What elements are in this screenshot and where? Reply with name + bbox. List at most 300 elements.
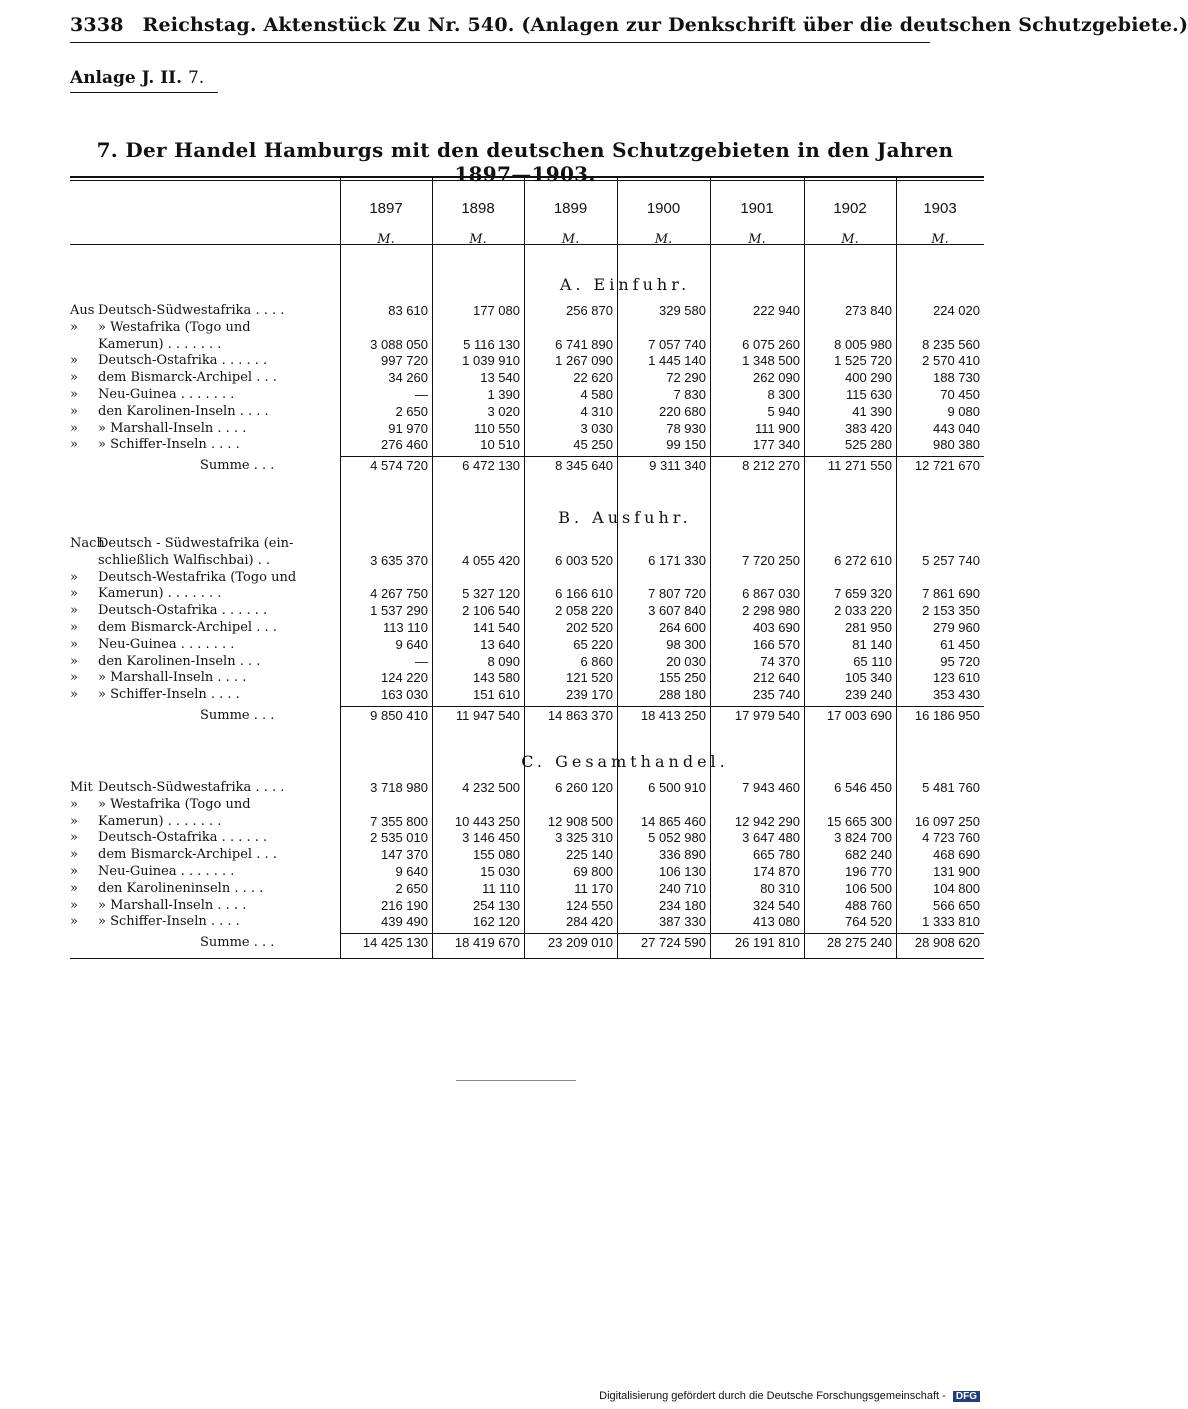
unit-label: M. bbox=[841, 232, 859, 247]
table-cell: 288 180 bbox=[659, 687, 706, 703]
table-cell: 235 740 bbox=[753, 687, 800, 703]
table-cell: 212 640 bbox=[753, 670, 800, 686]
table-cell: 256 870 bbox=[566, 303, 613, 318]
total-label: Summe . . . bbox=[200, 708, 275, 723]
table-cell: 353 430 bbox=[933, 687, 980, 703]
section-heading: C. Gesamthandel. bbox=[521, 752, 729, 771]
row-prefix: » bbox=[70, 864, 78, 879]
row-prefix: » bbox=[70, 897, 78, 913]
table-cell: 16 097 250 bbox=[914, 813, 980, 829]
table-cell: 383 420 bbox=[845, 420, 892, 436]
row-label bbox=[70, 303, 338, 318]
row-prefix: » bbox=[70, 370, 78, 386]
table-cell: 14 865 460 bbox=[640, 813, 706, 829]
row-label bbox=[70, 404, 338, 419]
total-cell: 28 275 240 bbox=[826, 935, 892, 951]
table-cell: 6 867 030 bbox=[742, 586, 800, 602]
row-name: Kamerun) . . . . . . . bbox=[98, 336, 222, 352]
table-cell: 7 807 720 bbox=[648, 586, 706, 602]
table-cell: 682 240 bbox=[845, 847, 892, 863]
table-cell: 124 220 bbox=[381, 670, 428, 686]
row-name: Deutsch-Südwestafrika . . . . bbox=[98, 303, 285, 318]
row-label bbox=[70, 536, 338, 551]
table-cell: 6 500 910 bbox=[648, 780, 706, 795]
table-cell: 83 610 bbox=[388, 303, 428, 318]
year-header-1897: 1897 bbox=[369, 200, 403, 217]
table-cell: 7 943 460 bbox=[742, 780, 800, 795]
row-prefix: » bbox=[70, 437, 78, 453]
table-cell: 2 106 540 bbox=[462, 603, 520, 619]
table-cell: 166 570 bbox=[753, 636, 800, 652]
table-cell: 131 900 bbox=[933, 864, 980, 879]
table-cell: 5 052 980 bbox=[648, 830, 706, 846]
table-cell: 13 640 bbox=[480, 636, 520, 652]
table-cell: 1 039 910 bbox=[462, 353, 520, 369]
table-cell: 69 800 bbox=[573, 864, 613, 879]
table-rule bbox=[70, 958, 984, 959]
table-cell: 4 580 bbox=[580, 387, 613, 402]
row-name: den Karolineninseln . . . . bbox=[98, 880, 264, 896]
total-cell: 9 850 410 bbox=[370, 708, 428, 723]
table-cell: 106 130 bbox=[659, 864, 706, 879]
table-cell: — bbox=[415, 653, 428, 669]
table-cell: 439 490 bbox=[381, 914, 428, 930]
row-label bbox=[70, 670, 338, 685]
total-cell: 8 212 270 bbox=[742, 458, 800, 474]
table-cell: 1 267 090 bbox=[555, 353, 613, 369]
table-cell: 143 580 bbox=[473, 670, 520, 686]
total-label: Summe . . . bbox=[200, 458, 275, 474]
table-cell: 78 930 bbox=[666, 420, 706, 436]
table-cell: 20 030 bbox=[666, 653, 706, 669]
table-cell: 5 327 120 bbox=[462, 586, 520, 602]
row-label bbox=[70, 421, 338, 436]
total-cell: 14 425 130 bbox=[362, 935, 428, 951]
table-cell: 3 718 980 bbox=[370, 780, 428, 795]
row-label bbox=[70, 353, 338, 368]
annex-name: Anlage J. II. bbox=[70, 68, 183, 88]
row-name: Deutsch-Westafrika (Togo und bbox=[98, 569, 297, 585]
table-cell: 336 890 bbox=[659, 847, 706, 863]
row-label bbox=[70, 387, 338, 402]
row-prefix: Nach bbox=[70, 536, 105, 551]
row-label bbox=[70, 797, 338, 812]
table-cell: 273 840 bbox=[845, 303, 892, 318]
section-heading: A. Einfuhr. bbox=[559, 275, 691, 294]
table-cell: 239 170 bbox=[566, 687, 613, 703]
table-cell: 4 310 bbox=[580, 403, 613, 419]
total-cell: 17 979 540 bbox=[734, 708, 800, 723]
table-cell: 665 780 bbox=[753, 847, 800, 863]
row-label bbox=[70, 603, 338, 618]
year-header-1898: 1898 bbox=[461, 200, 495, 217]
table-cell: 262 090 bbox=[753, 370, 800, 386]
table-cell: 239 240 bbox=[845, 687, 892, 703]
row-prefix: » bbox=[70, 319, 78, 335]
table-cell: 9 640 bbox=[395, 864, 428, 879]
row-prefix: Mit bbox=[70, 780, 93, 795]
row-prefix: » bbox=[70, 687, 78, 703]
row-prefix: » bbox=[70, 420, 78, 436]
end-rule bbox=[456, 1080, 576, 1081]
row-prefix: » bbox=[70, 670, 78, 686]
table-cell: 8 005 980 bbox=[834, 336, 892, 352]
table-cell: 3 824 700 bbox=[834, 830, 892, 846]
header-rule bbox=[70, 42, 930, 43]
table-cell: 4 232 500 bbox=[462, 780, 520, 795]
row-name: Kamerun) . . . . . . . bbox=[98, 813, 222, 829]
table-cell: 403 690 bbox=[753, 620, 800, 635]
table-cell: 2 650 bbox=[395, 403, 428, 419]
sum-rule bbox=[340, 933, 984, 934]
table-cell: 74 370 bbox=[760, 653, 800, 669]
row-label bbox=[70, 437, 338, 452]
table-cell: 234 180 bbox=[659, 897, 706, 913]
row-prefix: » bbox=[70, 830, 78, 846]
unit-label: M. bbox=[748, 232, 766, 247]
table-cell: 13 540 bbox=[480, 370, 520, 386]
row-name: Deutsch-Südwestafrika . . . . bbox=[98, 780, 285, 795]
table-cell: 10 443 250 bbox=[454, 813, 520, 829]
table-cell: 2 298 980 bbox=[742, 603, 800, 619]
table-cell: 3 325 310 bbox=[555, 830, 613, 846]
table-cell: 3 647 480 bbox=[742, 830, 800, 846]
table-cell: 110 550 bbox=[473, 420, 520, 436]
total-cell: 11 947 540 bbox=[455, 708, 520, 723]
table-cell: 177 080 bbox=[473, 303, 520, 318]
table-cell: 329 580 bbox=[659, 303, 706, 318]
table-cell: 91 970 bbox=[388, 420, 428, 436]
table-cell: 8 235 560 bbox=[922, 336, 980, 352]
table-cell: 123 610 bbox=[933, 670, 980, 686]
row-prefix: Aus bbox=[70, 303, 95, 318]
table-cell: 2 058 220 bbox=[555, 603, 613, 619]
total-cell: 23 209 010 bbox=[547, 935, 613, 951]
table-cell: 997 720 bbox=[381, 353, 428, 369]
total-cell: 17 003 690 bbox=[826, 708, 892, 723]
row-name: Neu-Guinea . . . . . . . bbox=[98, 864, 235, 879]
table-cell: 413 080 bbox=[753, 914, 800, 930]
table-cell: 284 420 bbox=[566, 914, 613, 930]
table-cell: 3 020 bbox=[487, 403, 520, 419]
table-cell: 225 140 bbox=[566, 847, 613, 863]
row-prefix: » bbox=[70, 586, 78, 602]
total-cell: 9 311 340 bbox=[649, 458, 706, 474]
table-cell: 2 535 010 bbox=[370, 830, 428, 846]
table-cell: 4 267 750 bbox=[370, 586, 428, 602]
row-prefix: » bbox=[70, 403, 78, 419]
table-cell: 155 080 bbox=[473, 847, 520, 863]
total-cell: 16 186 950 bbox=[914, 708, 980, 723]
table-cell: 6 741 890 bbox=[555, 336, 613, 352]
row-name: schließlich Walfischbai) . . bbox=[98, 552, 271, 568]
table-cell: 34 260 bbox=[388, 370, 428, 386]
row-name: dem Bismarck-Archipel . . . bbox=[98, 620, 277, 635]
table-cell: 105 340 bbox=[845, 670, 892, 686]
annex-number: 7. bbox=[187, 68, 205, 88]
table-cell: — bbox=[415, 387, 428, 402]
table-cell: 980 380 bbox=[933, 437, 980, 453]
table-cell: 202 520 bbox=[566, 620, 613, 635]
row-name: Neu-Guinea . . . . . . . bbox=[98, 636, 235, 652]
row-label bbox=[70, 320, 338, 335]
table-cell: 1 348 500 bbox=[742, 353, 800, 369]
table-cell: 121 520 bbox=[566, 670, 613, 686]
table-cell: 264 600 bbox=[659, 620, 706, 635]
table-cell: 400 290 bbox=[845, 370, 892, 386]
row-label bbox=[70, 654, 338, 669]
table-cell: 5 257 740 bbox=[922, 552, 980, 568]
table-cell: 5 481 760 bbox=[922, 780, 980, 795]
row-name: » Marshall-Inseln . . . . bbox=[98, 897, 247, 913]
year-header-1903: 1903 bbox=[923, 200, 957, 217]
table-cell: 216 190 bbox=[381, 897, 428, 913]
table-cell: 141 540 bbox=[473, 620, 520, 635]
table-cell: 15 665 300 bbox=[826, 813, 892, 829]
total-cell: 18 413 250 bbox=[640, 708, 706, 723]
table-cell: 174 870 bbox=[753, 864, 800, 879]
total-cell: 18 419 670 bbox=[454, 935, 520, 951]
table-cell: 11 170 bbox=[574, 880, 613, 896]
table-cell: 443 040 bbox=[933, 420, 980, 436]
row-label bbox=[70, 780, 338, 795]
table-cell: 61 450 bbox=[940, 636, 980, 652]
table-cell: 7 861 690 bbox=[922, 586, 980, 602]
total-cell: 4 574 720 bbox=[370, 458, 428, 474]
table-cell: 6 166 610 bbox=[555, 586, 613, 602]
table-title: 7. Der Handel Hamburgs mit den deutschen Schutzgebieten in den Jahren 1897—1903. bbox=[96, 138, 954, 186]
row-name: » Marshall-Inseln . . . . bbox=[98, 670, 247, 686]
table-cell: 2 033 220 bbox=[834, 603, 892, 619]
unit-label: M. bbox=[654, 232, 673, 247]
row-prefix: » bbox=[70, 569, 78, 585]
table-cell: 124 550 bbox=[566, 897, 613, 913]
table-cell: 22 620 bbox=[573, 370, 613, 386]
table-cell: 387 330 bbox=[659, 914, 706, 930]
table-cell: 5 940 bbox=[767, 403, 800, 419]
row-name: Deutsch-Ostafrika . . . . . . bbox=[98, 353, 268, 369]
row-label bbox=[70, 914, 338, 929]
table-cell: 95 720 bbox=[940, 653, 980, 669]
table-cell: 10 510 bbox=[480, 437, 520, 453]
table-cell: 3 030 bbox=[580, 420, 613, 436]
footer-credit bbox=[599, 1390, 980, 1402]
row-name: den Karolinen-Inseln . . . bbox=[98, 653, 261, 669]
table-cell: 163 030 bbox=[381, 687, 428, 703]
table-cell: 224 020 bbox=[933, 303, 980, 318]
table-cell: 111 900 bbox=[754, 420, 800, 436]
row-prefix: » bbox=[70, 620, 78, 635]
row-name: den Karolinen-Inseln . . . . bbox=[98, 403, 269, 419]
table-cell: 2 153 350 bbox=[922, 603, 980, 619]
table-cell: 162 120 bbox=[473, 914, 520, 930]
table-cell: 566 650 bbox=[933, 897, 980, 913]
table-cell: 4 055 420 bbox=[462, 552, 520, 568]
table-cell: 7 830 bbox=[673, 387, 706, 402]
row-name: dem Bismarck-Archipel . . . bbox=[98, 847, 277, 863]
row-prefix: » bbox=[70, 914, 78, 930]
row-label bbox=[70, 586, 338, 601]
table-cell: 1 537 290 bbox=[370, 603, 428, 619]
table-cell: 9 640 bbox=[395, 636, 428, 652]
table-cell: 99 150 bbox=[666, 437, 706, 453]
table-cell: 155 250 bbox=[659, 670, 706, 686]
table-cell: 7 355 800 bbox=[370, 813, 428, 829]
row-prefix: » bbox=[70, 603, 78, 619]
table-cell: 240 710 bbox=[659, 880, 706, 896]
table-cell: 106 500 bbox=[845, 880, 892, 896]
row-name: Neu-Guinea . . . . . . . bbox=[98, 387, 235, 402]
table-cell: 2 650 bbox=[395, 880, 428, 896]
row-name: » Westafrika (Togo und bbox=[98, 319, 251, 335]
table-cell: 281 950 bbox=[845, 620, 892, 635]
total-cell: 28 908 620 bbox=[914, 935, 980, 951]
total-cell: 8 345 640 bbox=[555, 458, 613, 474]
running-header bbox=[70, 14, 1188, 36]
table-cell: 8 090 bbox=[487, 653, 520, 669]
table-cell: 70 450 bbox=[940, 387, 980, 402]
total-cell: 27 724 590 bbox=[640, 935, 706, 951]
table-cell: 7 720 250 bbox=[742, 552, 800, 568]
row-label bbox=[70, 637, 338, 652]
table-cell: 65 220 bbox=[573, 636, 613, 652]
row-label bbox=[70, 570, 338, 585]
table-cell: 1 333 810 bbox=[922, 914, 980, 930]
table-cell: 9 080 bbox=[947, 403, 980, 419]
row-label bbox=[70, 620, 338, 635]
footer-text: Digitalisierung gefördert durch die Deutsche Forschungsgemeinschaft - bbox=[599, 1390, 946, 1402]
row-label bbox=[70, 864, 338, 879]
row-prefix: » bbox=[70, 636, 78, 652]
table-cell: 6 075 260 bbox=[742, 336, 800, 352]
table-cell: 2 570 410 bbox=[922, 353, 980, 369]
row-prefix: » bbox=[70, 796, 78, 812]
row-label bbox=[70, 847, 338, 862]
table-cell: 7 659 320 bbox=[834, 586, 892, 602]
row-name: Deutsch-Ostafrika . . . . . . bbox=[98, 603, 268, 619]
table-cell: 6 272 610 bbox=[834, 552, 892, 568]
table-cell: 6 260 120 bbox=[555, 780, 613, 795]
table-cell: 1 390 bbox=[487, 387, 520, 402]
table-cell: 6 860 bbox=[580, 653, 613, 669]
table-rule bbox=[70, 180, 984, 181]
row-name: » Schiffer-Inseln . . . . bbox=[98, 687, 240, 703]
table-cell: 8 300 bbox=[767, 387, 800, 402]
total-label: Summe . . . bbox=[200, 935, 275, 951]
table-cell: 177 340 bbox=[753, 437, 800, 453]
row-label bbox=[70, 814, 338, 829]
table-cell: 222 940 bbox=[753, 303, 800, 318]
unit-label: M. bbox=[377, 232, 395, 247]
row-label bbox=[70, 881, 338, 896]
table-cell: 98 300 bbox=[666, 636, 706, 652]
table-cell: 3 088 050 bbox=[370, 336, 428, 352]
row-name: Deutsch-Ostafrika . . . . . . bbox=[98, 830, 268, 846]
table-cell: 764 520 bbox=[845, 914, 892, 930]
table-cell: 324 540 bbox=[753, 897, 800, 913]
total-cell: 14 863 370 bbox=[547, 708, 613, 723]
table-cell: 5 116 130 bbox=[463, 336, 520, 352]
table-cell: 1 525 720 bbox=[834, 353, 892, 369]
table-cell: 3 607 840 bbox=[648, 603, 706, 619]
table-cell: 81 140 bbox=[852, 636, 892, 652]
table-cell: 188 730 bbox=[933, 370, 980, 386]
total-cell: 26 191 810 bbox=[734, 935, 800, 951]
unit-label: M. bbox=[561, 232, 580, 247]
row-label bbox=[70, 370, 338, 385]
table-cell: 7 057 740 bbox=[648, 336, 706, 352]
unit-label: M. bbox=[469, 232, 487, 247]
total-cell: 11 271 550 bbox=[827, 458, 892, 474]
sum-rule bbox=[340, 706, 984, 707]
page-number: 3338 bbox=[70, 14, 124, 36]
row-name: Deutsch - Südwestafrika (ein- bbox=[98, 536, 294, 551]
table-cell: 1 445 140 bbox=[648, 353, 706, 369]
table-cell: 468 690 bbox=[933, 847, 980, 863]
row-prefix: » bbox=[70, 353, 78, 369]
table-cell: 80 310 bbox=[760, 880, 800, 896]
total-cell: 6 472 130 bbox=[462, 458, 520, 474]
table-cell: 525 280 bbox=[845, 437, 892, 453]
total-cell: 12 721 670 bbox=[914, 458, 980, 474]
table-cell: 65 110 bbox=[853, 653, 892, 669]
table-cell: 12 908 500 bbox=[547, 813, 613, 829]
table-cell: 12 942 290 bbox=[734, 813, 800, 829]
year-header-1900: 1900 bbox=[646, 200, 681, 217]
unit-label: M. bbox=[931, 232, 949, 247]
row-prefix: » bbox=[70, 813, 78, 829]
row-prefix: » bbox=[70, 653, 78, 669]
row-label bbox=[70, 687, 338, 702]
table-cell: 4 723 760 bbox=[922, 830, 980, 846]
table-cell: 115 630 bbox=[845, 387, 892, 402]
section-heading: B. Ausfuhr. bbox=[558, 508, 692, 527]
table-cell: 11 110 bbox=[482, 880, 520, 896]
table-cell: 254 130 bbox=[473, 897, 520, 913]
table-cell: 6 003 520 bbox=[555, 552, 613, 568]
table-cell: 72 290 bbox=[666, 370, 706, 386]
row-prefix: » bbox=[70, 387, 78, 402]
year-header-1899: 1899 bbox=[553, 200, 588, 217]
dfg-logo: DFG bbox=[953, 1391, 980, 1402]
table-cell: 113 110 bbox=[382, 620, 428, 635]
row-prefix: » bbox=[70, 847, 78, 863]
table-cell: 196 770 bbox=[845, 864, 892, 879]
table-cell: 276 460 bbox=[381, 437, 428, 453]
row-name: » Westafrika (Togo und bbox=[98, 796, 251, 812]
table-cell: 151 610 bbox=[473, 687, 520, 703]
running-title: Reichstag. Aktenstück Zu Nr. 540. (Anlagen zur Denkschrift über die deutschen Schutzgebiete.) bbox=[142, 14, 1188, 36]
row-label bbox=[70, 553, 338, 568]
table-cell: 220 680 bbox=[659, 403, 706, 419]
row-prefix: » bbox=[70, 880, 78, 896]
table-rule bbox=[70, 176, 984, 178]
table-cell: 15 030 bbox=[480, 864, 520, 879]
table-cell: 488 760 bbox=[845, 897, 892, 913]
table-cell: 6 546 450 bbox=[834, 780, 892, 795]
table-cell: 45 250 bbox=[573, 437, 613, 453]
table-cell: 279 960 bbox=[933, 620, 980, 635]
table-cell: 3 146 450 bbox=[462, 830, 520, 846]
table-cell: 147 370 bbox=[381, 847, 428, 863]
row-name: » Schiffer-Inseln . . . . bbox=[98, 914, 240, 930]
year-header-1902: 1902 bbox=[833, 200, 867, 217]
table-cell: 104 800 bbox=[933, 880, 980, 896]
annex-rule bbox=[70, 92, 218, 93]
row-name: » Marshall-Inseln . . . . bbox=[98, 420, 247, 436]
row-name: dem Bismarck-Archipel . . . bbox=[98, 370, 277, 386]
sum-rule bbox=[340, 456, 984, 457]
